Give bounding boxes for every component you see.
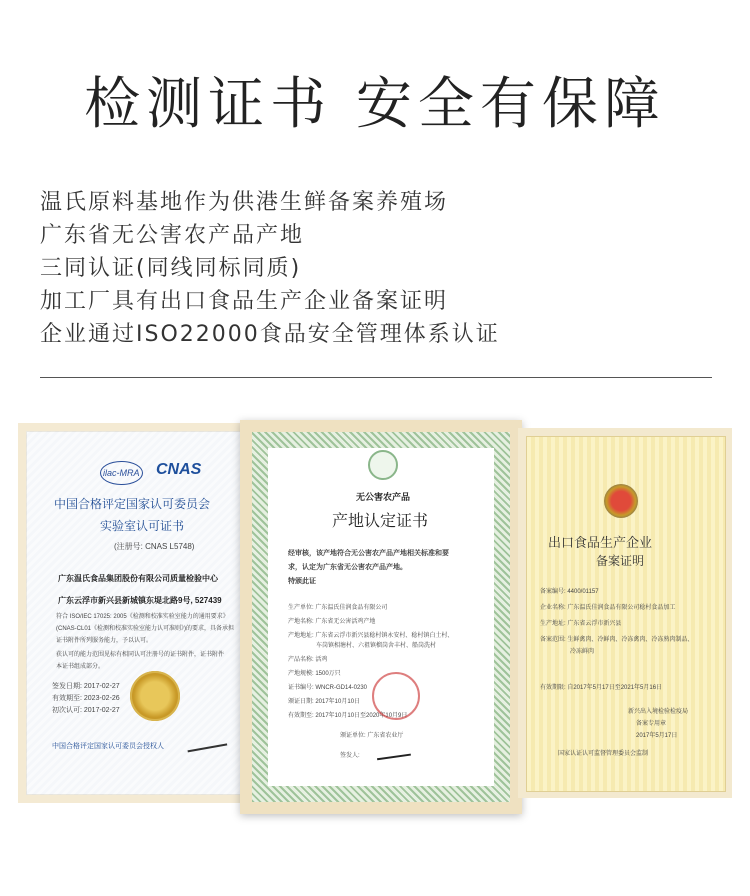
- cert-text: 本证书组成部分。: [56, 664, 105, 670]
- certificate-pollution-free: [240, 420, 522, 814]
- cert-issuer: 颁证单位: 广东省农业厅: [340, 733, 404, 739]
- cert-footer: 国家认证认可监督管理委员会监制: [558, 751, 649, 757]
- stamp-text: 备案专用章: [636, 721, 667, 727]
- cert-row: 车岗镇相塘村、六祖镇榴岗舍丰村、船岗洗村: [316, 643, 437, 649]
- emblem-icon: [368, 450, 398, 480]
- cert-reg-no: (注册号: CNAS L5748): [114, 542, 195, 551]
- cert-header: 无公害农产品: [356, 492, 411, 502]
- cert-title: 实验室认可证书: [100, 519, 185, 533]
- feature-line: 企业通过ISO22000食品安全管理体系认证: [40, 322, 500, 347]
- cnas-logo-text: CNAS: [156, 461, 202, 478]
- cert-row: 有效期限: 自2017年5月17日至2021年5月16日: [540, 685, 663, 691]
- page-title: 检测证书 安全有保障: [84, 72, 666, 137]
- cert-row: 有效期至: 2017年10月10日至2020年10月9日: [288, 713, 408, 719]
- cert-text: (CNAS-CL01《检测和校准实验室能力认可准则》)的要求，具备承担: [56, 626, 235, 632]
- cert-body: 求，认定为广东省无公害农产品产地。: [288, 564, 407, 571]
- cert-row: 备案编号: 4400/01157: [540, 589, 599, 595]
- red-stamp-icon: [372, 672, 420, 720]
- cert-body: 经审核，该产地符合无公害农产品产地相关标准和要: [288, 550, 449, 557]
- cert-date: 初次认可: 2017-02-27: [52, 707, 120, 714]
- certificate-export-filing: [518, 428, 732, 798]
- cert-date: 有效期至: 2023-02-26: [52, 695, 120, 702]
- gold-seal-icon: [130, 671, 180, 721]
- cert-row: 冷冻鲜肉: [570, 649, 595, 655]
- feature-line: 广东省无公害农产品产地: [40, 223, 305, 248]
- cert-text: 符合 ISO/IEC 17025: 2005《检测和校准实验室能力的通用要求》: [56, 614, 229, 620]
- feature-list: [40, 186, 500, 351]
- cert-title: 出口食品生产企业: [548, 535, 653, 550]
- cert-row: 生产单位: 广东温氏佳润食品有限公司: [288, 605, 388, 611]
- cert-row: 产地地址: 广东省云浮市新兴县稔村镇永安村、稔村镇白土村、: [288, 633, 454, 639]
- national-emblem-icon: [604, 484, 638, 518]
- stamp-text: 新兴出入境检验检疫局: [628, 709, 689, 715]
- cert-company: 广东温氏食品集团股份有限公司质量检验中心: [58, 574, 218, 583]
- cert-date: 签发日期: 2017-02-27: [52, 683, 120, 690]
- feature-line: 温氏原料基地作为供港生鲜备案养殖场: [40, 190, 449, 215]
- cert-row: 颁证日期: 2017年10月10日: [288, 699, 361, 705]
- cert-footer: 中国合格评定国家认可委员会授权人: [52, 743, 164, 750]
- cert-row: 生产地址: 广东省云浮市新兴县: [540, 621, 622, 627]
- divider: [40, 377, 712, 378]
- cert-row: 证书编号: WNCR-GD14-0230: [288, 685, 368, 691]
- cert-text: 证书附件所列服务能力，予以认可。: [56, 638, 153, 644]
- cert-text: 获认可的能力范围见标有相同认可注册号的证书附件，证书附件: [56, 652, 225, 658]
- cert-body: 特颁此证: [288, 578, 316, 585]
- feature-line: 加工厂具有出口食品生产企业备案证明: [40, 289, 449, 314]
- cert-signer: 签发人:: [340, 753, 360, 759]
- cert-row: 企业名称: 广东温氏佳润食品有限公司稔村食品加工: [540, 605, 676, 611]
- feature-line: 三同认证(同线同标同质): [40, 256, 302, 281]
- ilac-logo-text: ilac-MRA: [100, 461, 143, 485]
- cert-row: 备案范围: 生鲜禽肉、冷鲜肉、冷冻禽肉、冷冻熟肉制品、: [540, 637, 694, 643]
- cert-subtitle: 备案证明: [596, 554, 645, 568]
- cert-address: 广东云浮市新兴县新城镇东堤北路9号, 527439: [58, 596, 222, 605]
- cert-row: 产地规模: 1500万只: [288, 671, 341, 677]
- cert-title: 产地认定证书: [332, 513, 429, 530]
- cert-org: 中国合格评定国家认可委员会: [54, 497, 211, 511]
- certificate-cnas: [18, 423, 250, 803]
- cert-row: 产地名称: 广东省无公害活鸡产地: [288, 619, 376, 625]
- stamp-date: 2017年5月17日: [636, 733, 678, 739]
- cert-row: 产品名称: 活鸡: [288, 657, 328, 663]
